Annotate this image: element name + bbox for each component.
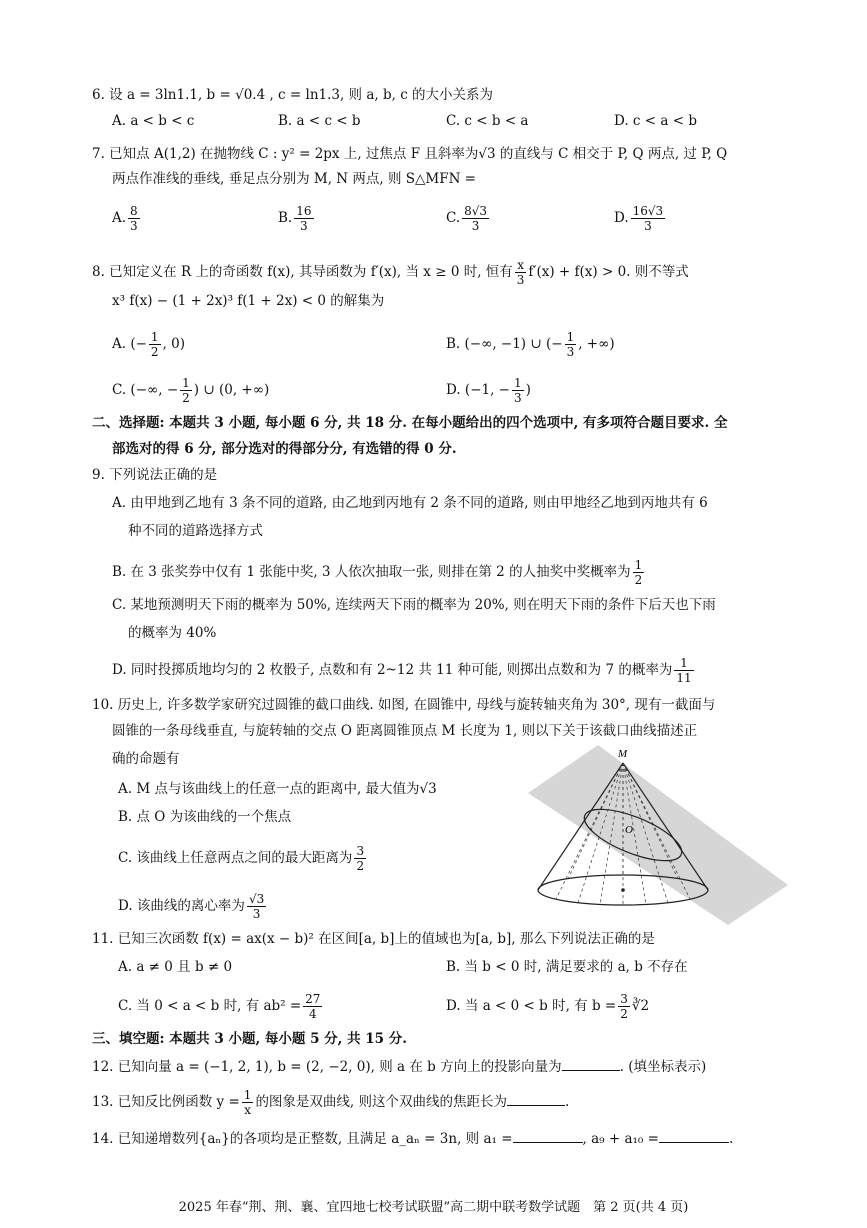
q6-option-c: C. c < b < a xyxy=(446,113,529,129)
q11-option-d: D. 当 a < 0 < b 时, 有 b = $\frac{3}{2}$ ∛2 xyxy=(446,992,650,1021)
q9-option-a-line1: A. 由甲地到乙地有 3 条不同的道路, 由乙地到丙地有 2 条不同的道路, 则由甲地经乙地到丙地共有 6 xyxy=(112,495,708,511)
q8-option-b: B. (−∞, −1) ∪ (− $\frac{1}{3}$ , +∞) xyxy=(446,330,615,359)
q13-line: 13. 已知反比例函数 y = $\frac{1}{x}$ 的图象是双曲线, 则这个双曲线的焦距长为 . xyxy=(92,1088,570,1117)
q14-answer-blank-a1[interactable] xyxy=(513,1128,583,1143)
q9-option-c-line1: C. 某地预测明天下雨的概率为 50%, 连续两天下雨的概率为 20%, 则在明天下雨的条件下后天也下雨 xyxy=(112,597,716,613)
cone-section-figure xyxy=(528,745,788,925)
q9-option-c-line2: 的概率为 40% xyxy=(128,625,217,641)
q6-stem: 6. 设 a = 3ln1.1, b = √0.4 , c = ln1.3, 则 a, b, c 的大小关系为 xyxy=(92,87,494,103)
q11-option-c: C. 当 0 < a < b 时, 有 ab² = $\frac{27}{4}$ xyxy=(118,992,321,1021)
q11-stem: 11. 已知三次函数 f(x) = ax(x − b)² 在区间[a, b]上的值域也为[a, b], 那么下列说法正确的是 xyxy=(92,931,655,947)
base-center-dot xyxy=(621,888,625,892)
q7-line1: 7. 已知点 A(1,2) 在抛物线 C : y² = 2px 上, 过焦点 F 且斜率为√3 的直线与 C 相交于 P, Q 两点, 过 P, Q xyxy=(92,146,728,162)
q9-option-a-line2: 种不同的道路选择方式 xyxy=(128,523,263,539)
q9-option-d: D. 同时投掷质地均匀的 2 枚骰子, 点数和有 2~12 共 11 种可能, 则掷出点数和为 7 的概率为 $\frac{1}{11}$ xyxy=(112,656,692,685)
section3-header: 三、填空题: 本题共 3 小题, 每小题 5 分, 共 15 分. xyxy=(92,1031,407,1047)
q11-option-a: A. a ≠ 0 且 b ≠ 0 xyxy=(118,959,233,975)
label-M: M xyxy=(618,748,628,760)
q13-answer-blank[interactable] xyxy=(507,1091,565,1106)
q7-option-b: B. $\frac{16}{3}$ xyxy=(278,204,312,233)
q7-line2: 两点作准线的垂线, 垂足点分别为 M, N 两点, 则 S△MFN = xyxy=(112,171,476,187)
q8-line1: 8. 已知定义在 R 上的奇函数 f(x), 其导函数为 f′(x), 当 x ≥ 0 时, 恒有 $\frac{x}{3}$ f′(x) + f(x) > 0. 则不等式 xyxy=(92,258,689,287)
page-footer: 2025 年春“荆、荆、襄、宜四地七校考试联盟”高二期中联考数学试题 第 2 页(共 4 页) xyxy=(178,1200,689,1215)
q14-line: 14. 已知递增数列{aₙ}的各项均是正整数, 且满足 a_aₙ = 3n, 则 a₁ = , a₉ + a₁₀ = . xyxy=(92,1128,733,1148)
q12-answer-blank[interactable] xyxy=(562,1056,620,1071)
section2-header-line2: 部选对的得 6 分, 部分选对的得部分分, 有选错的得 0 分. xyxy=(112,441,457,457)
q7-option-c: C. $\frac{8√3}{3}$ xyxy=(446,204,488,233)
q6-option-d: D. c < a < b xyxy=(614,113,697,129)
q7-option-d: D. $\frac{16√3}{3}$ xyxy=(614,204,664,233)
q10-line3: 确的命题有 xyxy=(112,751,180,767)
q8-option-a: A. (− $\frac{1}{2}$ , 0) xyxy=(112,330,186,359)
q9-stem: 9. 下列说法正确的是 xyxy=(92,467,218,483)
q8-option-c: C. (−∞, − $\frac{1}{2}$ ) ∪ (0, +∞) xyxy=(112,376,270,405)
q8-line2: x³ f(x) − (1 + 2x)³ f(1 + 2x) < 0 的解集为 xyxy=(112,293,385,309)
q6-option-a: A. a < b < c xyxy=(112,113,195,129)
q6-option-b: B. a < c < b xyxy=(278,113,361,129)
q10-line2: 圆锥的一条母线垂直, 与旋转轴的交点 O 距离圆锥顶点 M 长度为 1, 则以下关于该截口曲线描述正 xyxy=(112,723,698,739)
q10-option-c: C. 该曲线上任意两点之间的最大距离为 $\frac{3}{2}$ xyxy=(118,844,365,873)
q10-option-a: A. M 点与该曲线上的任意一点的距离中, 最大值为√3 xyxy=(118,781,437,797)
q8-option-d: D. (−1, − $\frac{1}{3}$ ) xyxy=(446,376,531,405)
q9-option-b: B. 在 3 张奖券中仅有 1 张能中奖, 3 人依次抽取一张, 则排在第 2 的人抽奖中奖概率为 $\frac{1}{2}$ xyxy=(112,558,643,587)
section2-header-line1: 二、选择题: 本题共 3 小题, 每小题 6 分, 共 18 分. 在每小题给出的四个选项中, 有多项符合题目要求. 全 xyxy=(92,415,728,431)
q10-line1: 10. 历史上, 许多数学家研究过圆锥的截口曲线. 如图, 在圆锥中, 母线与旋转轴夹角为 30°, 现有一截面与 xyxy=(92,697,716,713)
cutting-plane xyxy=(528,745,788,925)
label-O: O xyxy=(625,824,633,836)
q14-answer-blank-a9-a10[interactable] xyxy=(659,1128,729,1143)
q11-option-b: B. 当 b < 0 时, 满足要求的 a, b 不存在 xyxy=(446,959,688,975)
q7-option-a: A. $\frac{8}{3}$ xyxy=(112,204,138,233)
q12-line: 12. 已知向量 a = (−1, 2, 1), b = (2, −2, 0), 则 a 在 b 方向上的投影向量为 . (填坐标表示) xyxy=(92,1056,706,1076)
q10-option-b: B. 点 O 为该曲线的一个焦点 xyxy=(118,809,292,825)
q10-option-d: D. 该曲线的离心率为 $\frac{√3}{3}$ xyxy=(118,892,265,921)
